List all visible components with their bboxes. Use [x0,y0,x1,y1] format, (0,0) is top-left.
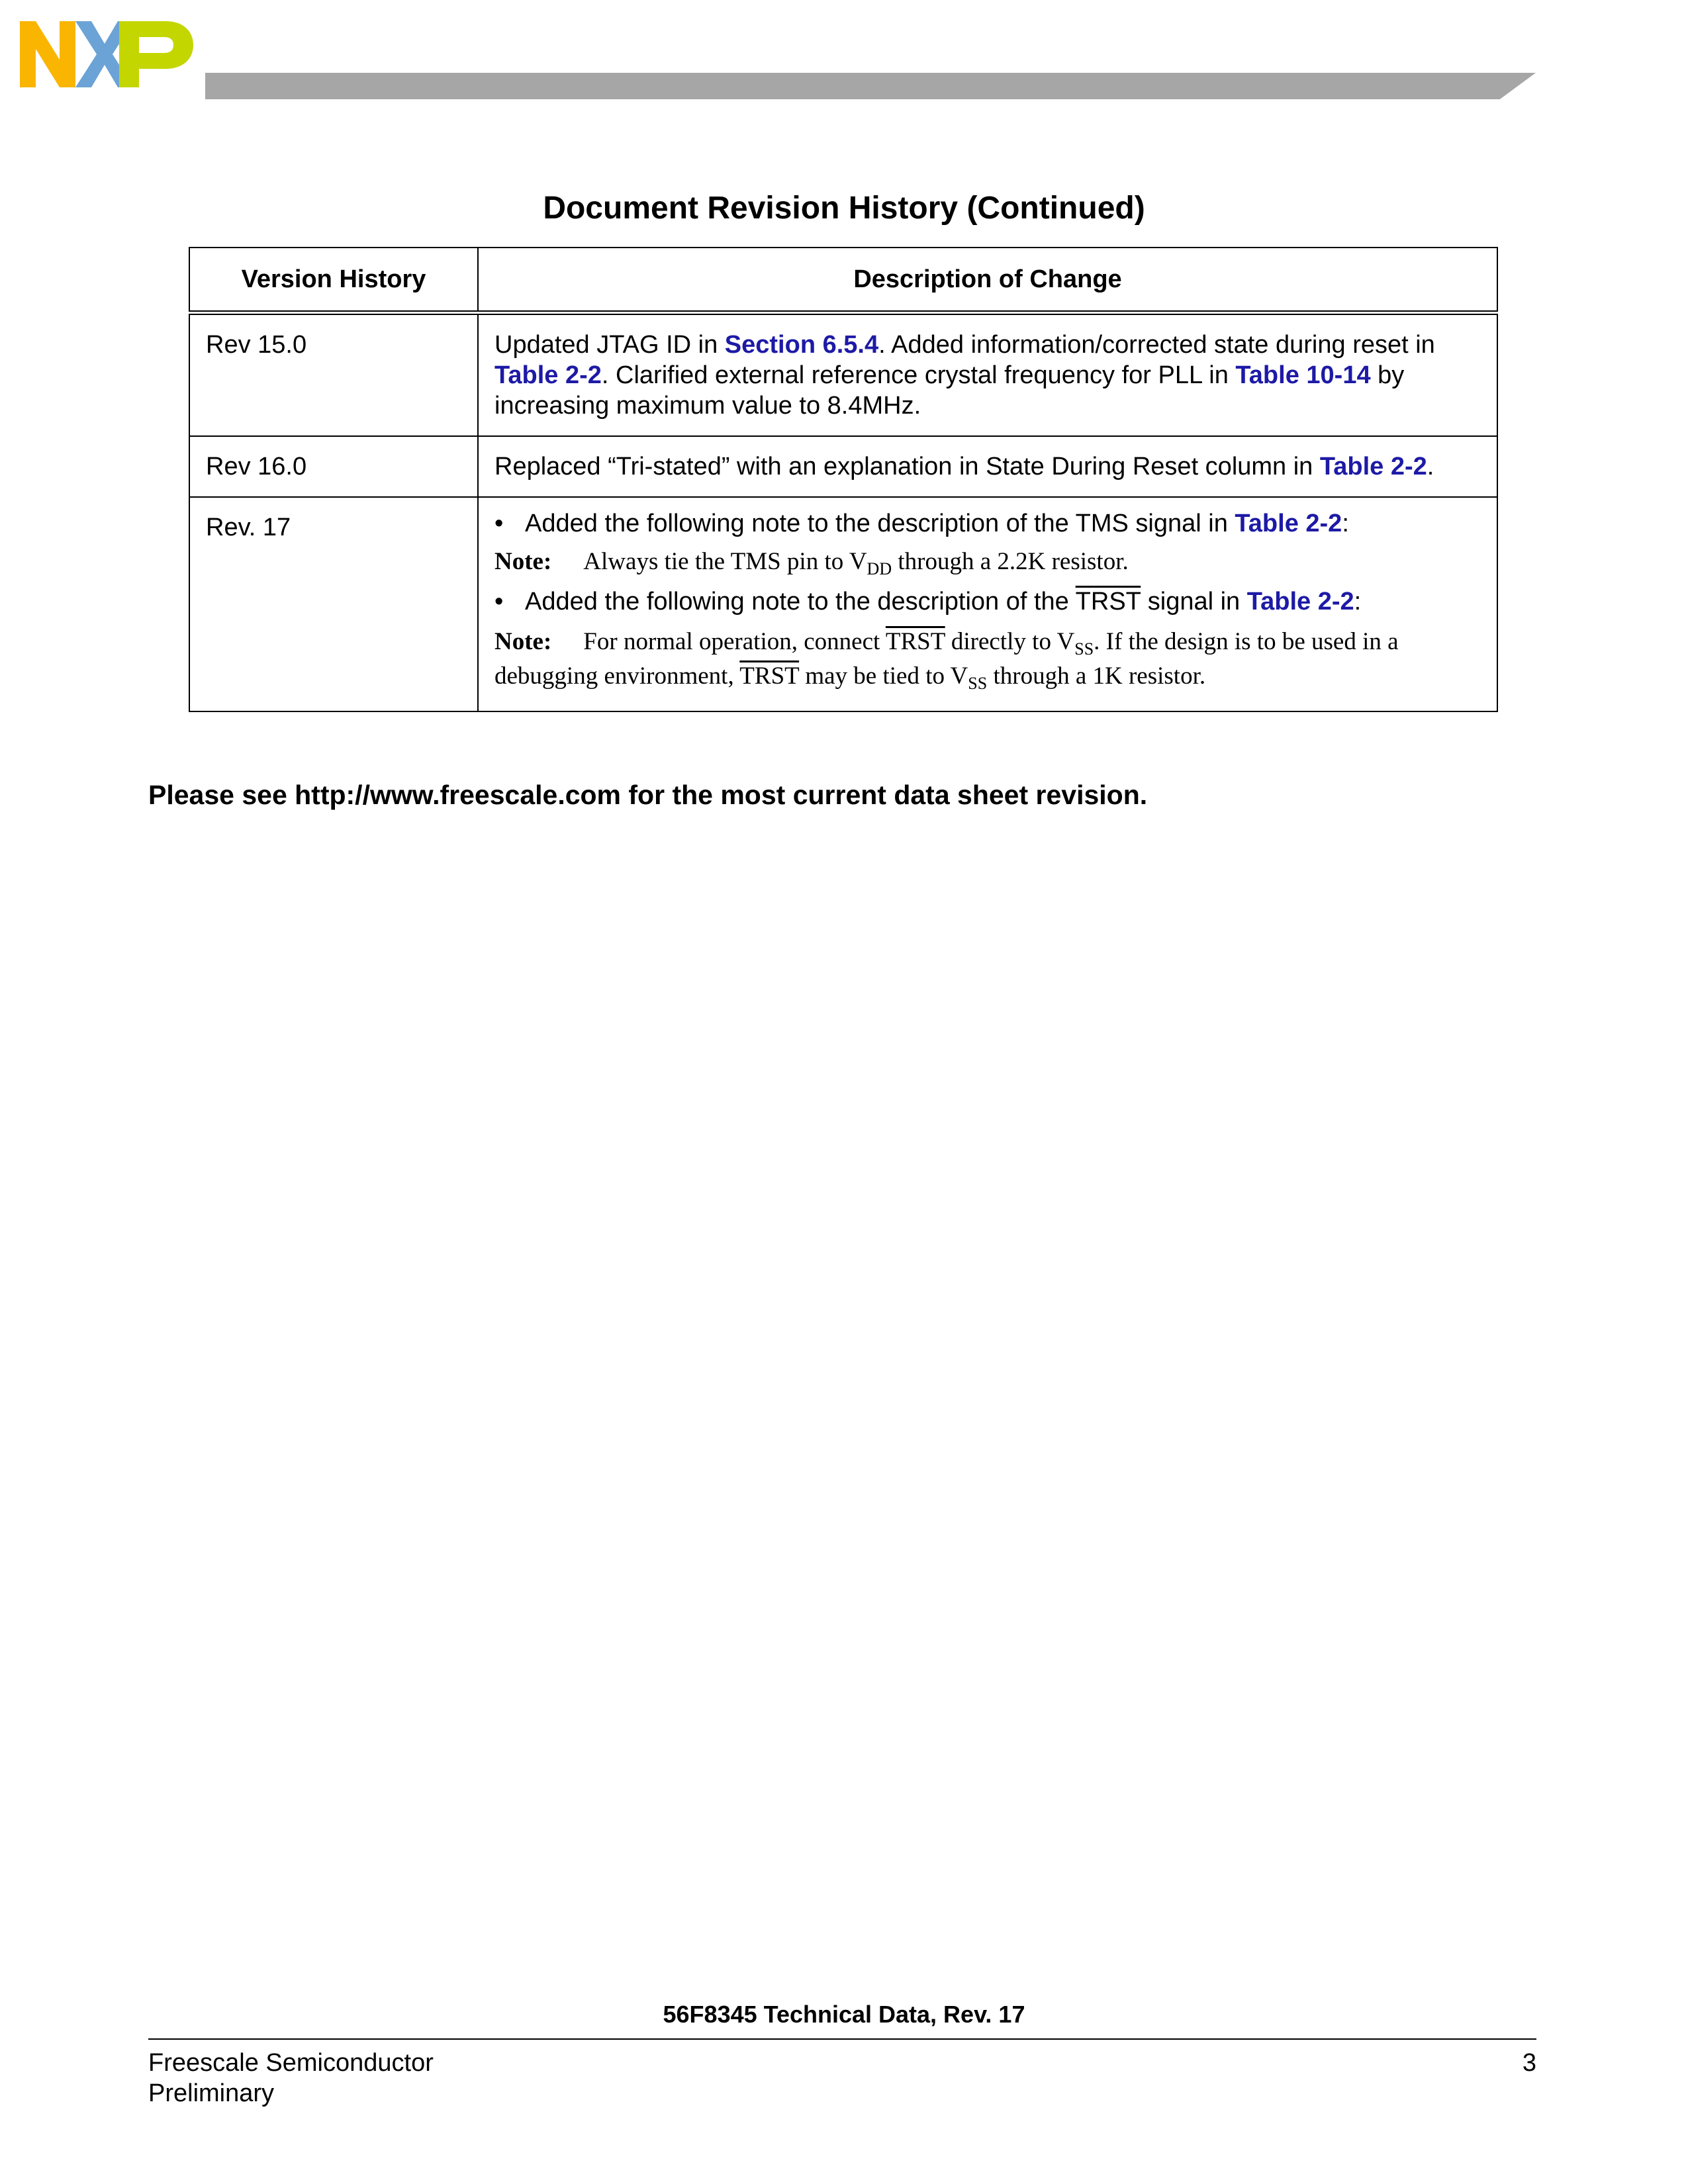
text: Always tie the TMS pin to V [583,548,867,575]
version-cell: Rev. 17 [189,497,478,711]
bullet-text [525,586,1361,617]
text: Added the following note to the description of the TMS signal in [525,510,1235,537]
note [494,625,1481,694]
footer-left [148,2048,434,2109]
bullet-item [494,586,1481,617]
bullet-icon: • [494,588,504,615]
note [494,547,1481,577]
text: For normal operation, connect [583,628,886,655]
text: by increasing maximum value to 8.4MHz. [494,361,1405,420]
text: . [1427,453,1434,480]
note-label: Note: [494,628,552,655]
version-cell: Rev 16.0 [189,436,478,497]
signal-name: TRST [1075,588,1141,615]
text: may be tied to V [799,662,968,690]
text: . Added information/corrected state during reset in [878,331,1435,359]
link-table-2-2[interactable]: Table 2-2 [494,361,602,389]
table-row [189,313,1497,437]
nxp-logo [20,21,193,87]
version-cell: Rev 15.0 [189,313,478,437]
text: signal in [1141,588,1247,615]
column-header-version: Version History [189,248,478,313]
signal-name: TRST [885,628,945,655]
link-table-2-2[interactable]: Table 2-2 [1235,510,1342,537]
bullet-icon: • [494,510,504,537]
table-row [189,497,1497,711]
text: Added the following note to the description of the [525,588,1076,615]
bullet-text [525,508,1349,539]
description-cell [478,436,1497,497]
revision-history-table [189,247,1498,712]
text: : [1342,510,1349,537]
subscript: SS [968,674,988,693]
text: directly to V [945,628,1075,655]
link-table-10-14[interactable]: Table 10-14 [1235,361,1371,389]
footer-status: Preliminary [148,2079,275,2107]
page-number: 3 [1522,2049,1536,2077]
footer-divider [148,2038,1536,2040]
bullet-item [494,508,1481,539]
text: Updated JTAG ID in [494,331,725,359]
link-table-2-2[interactable]: Table 2-2 [1246,588,1354,615]
header-bar [205,73,1536,99]
description-cell [478,313,1497,437]
text: : [1354,588,1362,615]
footer-company: Freescale Semiconductor [148,2049,434,2077]
table-header-row [189,248,1497,313]
link-section-6-5-4[interactable]: Section 6.5.4 [724,331,879,359]
table-row [189,436,1497,497]
website-note: Please see http://www.freescale.com for the most current data sheet revision. [148,780,1148,810]
text: through a 2.2K resistor. [892,548,1129,575]
text: through a 1K resistor. [987,662,1206,690]
signal-name: TRST [739,662,800,690]
subscript: DD [867,559,892,578]
column-header-description: Description of Change [478,248,1497,313]
text: Replaced “Tri-stated” with an explanation in State During Reset column in [494,453,1320,480]
link-table-2-2[interactable]: Table 2-2 [1319,453,1427,480]
description-cell [478,497,1497,711]
page-title: Document Revision History (Continued) [543,191,1145,226]
text: . If the design is to be used in a debugging environment, [494,628,1399,690]
footer-document-title: 56F8345 Technical Data, Rev. 17 [663,2001,1025,2028]
text: . Clarified external reference crystal frequency for PLL in [601,361,1236,389]
subscript: SS [1074,639,1094,659]
note-label: Note: [494,548,552,575]
